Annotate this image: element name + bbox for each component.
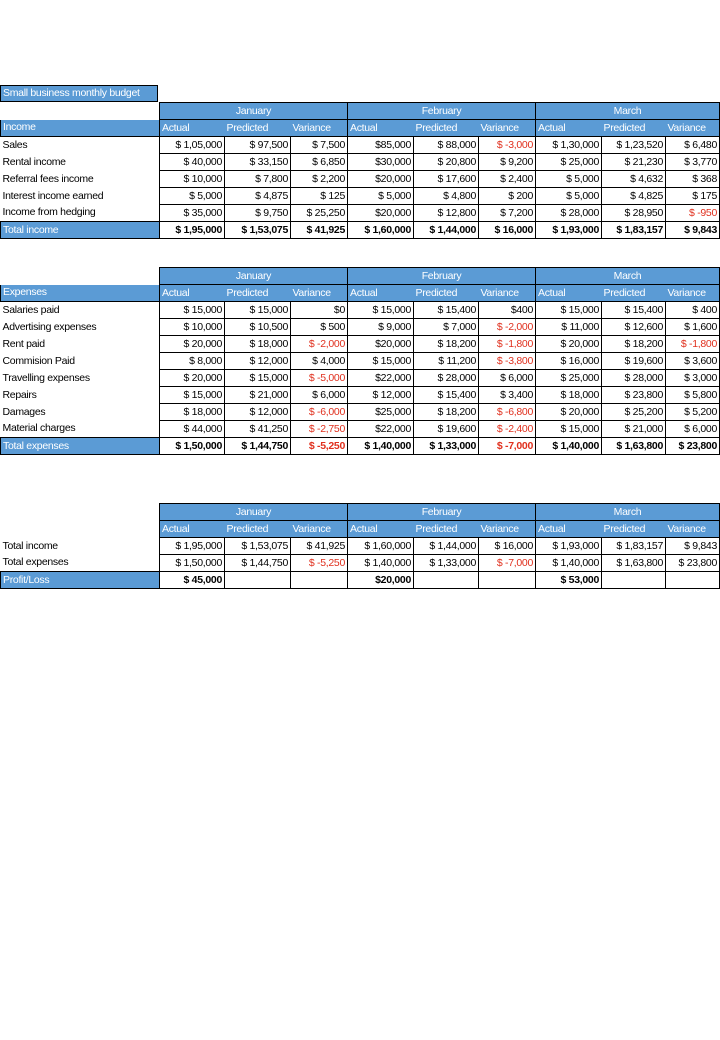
value-cell[interactable]: $ 4,632	[602, 171, 666, 188]
value-cell[interactable]: $ 16,000	[479, 222, 536, 239]
value-cell[interactable]: $ 1,23,520	[602, 137, 666, 154]
value-cell[interactable]: $25,000	[348, 404, 414, 421]
value-cell[interactable]: $ -2,750	[291, 421, 348, 438]
value-cell[interactable]: $ 3,770	[666, 154, 720, 171]
value-cell[interactable]: $ 1,44,000	[414, 222, 479, 239]
value-cell[interactable]: $ -2,000	[291, 336, 348, 353]
subheader-predicted[interactable]: Predicted	[225, 285, 291, 302]
value-cell[interactable]	[602, 572, 666, 589]
value-cell[interactable]: $20,000	[348, 205, 414, 222]
value-cell[interactable]: $ 15,000	[160, 387, 225, 404]
month-header-january[interactable]: January	[160, 103, 348, 120]
subheader-row	[1, 120, 720, 137]
subheader-predicted[interactable]: Predicted	[602, 120, 666, 137]
value-cell[interactable]: $ 200	[479, 188, 536, 205]
subheader-actual[interactable]: Actual	[160, 120, 225, 137]
value-cell[interactable]: $ 9,843	[666, 222, 720, 239]
month-header-january[interactable]: January	[160, 504, 348, 521]
header-spacer	[1, 268, 160, 285]
value-cell[interactable]: $ -7,000	[479, 555, 536, 572]
month-header-march[interactable]: March	[536, 103, 720, 120]
header-spacer	[1, 521, 160, 538]
value-cell[interactable]: $ 35,000	[160, 205, 225, 222]
month-header-row	[1, 504, 720, 521]
value-cell[interactable]: $ 4,800	[414, 188, 479, 205]
value-cell[interactable]: $ 5,000	[536, 171, 602, 188]
summary-table	[0, 503, 720, 589]
value-cell[interactable]: $ -6,000	[291, 404, 348, 421]
table-row	[1, 370, 720, 387]
row-label[interactable]: Sales	[2, 138, 28, 151]
row-label[interactable]: Travelling expenses	[2, 371, 90, 384]
value-cell[interactable]	[225, 572, 291, 589]
value-cell[interactable]: $ -3,000	[479, 137, 536, 154]
section-header[interactable]: Income	[1, 120, 160, 137]
value-cell[interactable]: $ 9,750	[225, 205, 291, 222]
value-cell[interactable]: $ 1,93,000	[536, 538, 602, 555]
subheader-variance[interactable]: Variance	[666, 120, 720, 137]
month-header-january[interactable]: January	[160, 268, 348, 285]
value-cell[interactable]: $ 1,33,000	[414, 438, 479, 455]
row-label[interactable]: Interest income earned	[2, 189, 104, 202]
value-cell[interactable]: $ 6,850	[291, 154, 348, 171]
value-cell[interactable]: $ 1,53,075	[225, 222, 291, 239]
table-row	[1, 538, 720, 555]
value-cell[interactable]: $ 1,33,000	[414, 555, 479, 572]
value-cell[interactable]: $ 1,53,075	[225, 538, 291, 555]
value-cell[interactable]: $ 41,250	[225, 421, 291, 438]
table-row	[1, 205, 720, 222]
value-cell[interactable]: $ 16,000	[536, 353, 602, 370]
row-label[interactable]: Income from hedging	[2, 206, 96, 219]
value-cell[interactable]: $ 28,000	[414, 370, 479, 387]
header-spacer	[1, 103, 160, 120]
value-cell[interactable]: $22,000	[348, 370, 414, 387]
row-label[interactable]: Salaries paid	[2, 303, 60, 316]
value-cell[interactable]: $ 1,44,750	[225, 438, 291, 455]
value-cell[interactable]: $ 88,000	[414, 137, 479, 154]
value-cell[interactable]: $ 1,40,000	[348, 438, 414, 455]
row-label[interactable]: Damages	[2, 405, 46, 418]
month-header-february[interactable]: February	[348, 268, 536, 285]
value-cell[interactable]: $ 10,000	[160, 319, 225, 336]
value-cell[interactable]: $ 18,000	[536, 387, 602, 404]
value-cell[interactable]: $ 6,000	[291, 387, 348, 404]
value-cell[interactable]: $ 15,000	[160, 302, 225, 319]
value-cell[interactable]: $ 1,93,000	[536, 222, 602, 239]
row-label[interactable]: Total income	[2, 539, 58, 552]
value-cell[interactable]: $ 9,000	[348, 319, 414, 336]
value-cell[interactable]: $ 15,400	[414, 387, 479, 404]
value-cell[interactable]: $ 15,000	[348, 302, 414, 319]
value-cell[interactable]: $20,000	[348, 336, 414, 353]
subheader-actual[interactable]: Actual	[348, 285, 414, 302]
table-row	[1, 336, 720, 353]
value-cell[interactable]: $ 1,40,000	[536, 555, 602, 572]
value-cell[interactable]: $ 12,000	[225, 404, 291, 421]
table-row	[1, 171, 720, 188]
value-cell[interactable]: $ 5,000	[536, 188, 602, 205]
value-cell[interactable]: $ 20,000	[536, 404, 602, 421]
value-cell[interactable]: $ 18,200	[602, 336, 666, 353]
subheader-actual[interactable]: Actual	[348, 521, 414, 538]
value-cell[interactable]: $ 4,875	[225, 188, 291, 205]
table-row	[1, 555, 720, 572]
subheader-row	[1, 285, 720, 302]
value-cell[interactable]: $ 18,000	[225, 336, 291, 353]
value-cell[interactable]: $ 12,800	[414, 205, 479, 222]
subheader-predicted[interactable]: Predicted	[602, 285, 666, 302]
value-cell[interactable]: $ 20,800	[414, 154, 479, 171]
value-cell[interactable]: $ 18,200	[414, 336, 479, 353]
subheader-variance[interactable]: Variance	[479, 521, 536, 538]
value-cell[interactable]: $ 44,000	[160, 421, 225, 438]
value-cell[interactable]: $ 18,200	[414, 404, 479, 421]
value-cell[interactable]: $ -5,000	[291, 370, 348, 387]
table-row	[1, 353, 720, 370]
value-cell[interactable]: $ 41,925	[291, 222, 348, 239]
value-cell[interactable]: $ 1,05,000	[160, 137, 225, 154]
value-cell[interactable]: $ 500	[291, 319, 348, 336]
header-spacer	[1, 504, 160, 521]
value-cell[interactable]: $ 6,000	[479, 370, 536, 387]
subheader-actual[interactable]: Actual	[536, 521, 602, 538]
value-cell[interactable]: $ 19,600	[602, 353, 666, 370]
value-cell[interactable]: $ 7,000	[414, 319, 479, 336]
subheader-variance[interactable]: Variance	[479, 120, 536, 137]
subheader-variance[interactable]: Variance	[666, 285, 720, 302]
table-row	[1, 188, 720, 205]
value-cell[interactable]: $ -5,250	[291, 438, 348, 455]
row-label[interactable]: Material charges	[2, 422, 76, 435]
value-cell[interactable]: $ 6,480	[666, 137, 720, 154]
value-cell[interactable]: $ 15,000	[225, 302, 291, 319]
value-cell[interactable]: $ 7,500	[291, 137, 348, 154]
value-cell[interactable]: $ 15,000	[348, 353, 414, 370]
value-cell[interactable]: $30,000	[348, 154, 414, 171]
value-cell[interactable]: $ 1,600	[666, 319, 720, 336]
value-cell[interactable]: $ 1,60,000	[348, 222, 414, 239]
table-row	[1, 302, 720, 319]
value-cell[interactable]: $ 21,230	[602, 154, 666, 171]
section-header[interactable]: Expenses	[1, 285, 160, 302]
value-cell[interactable]: $ 15,000	[536, 421, 602, 438]
value-cell[interactable]: $ 12,000	[225, 353, 291, 370]
subheader-predicted[interactable]: Predicted	[602, 521, 666, 538]
total-row	[1, 222, 720, 239]
total-label[interactable]: Total expenses	[1, 438, 160, 455]
value-cell[interactable]: $20,000	[348, 171, 414, 188]
subheader-actual[interactable]: Actual	[536, 120, 602, 137]
value-cell[interactable]: $ 41,925	[291, 538, 348, 555]
row-label[interactable]: Advertising expenses	[2, 320, 97, 333]
value-cell[interactable]: $ 3,000	[666, 370, 720, 387]
subheader-variance[interactable]: Variance	[291, 521, 348, 538]
value-cell[interactable]: $ 5,800	[666, 387, 720, 404]
value-cell[interactable]: $ 21,000	[602, 421, 666, 438]
month-header-february[interactable]: February	[348, 103, 536, 120]
value-cell[interactable]: $ 3,400	[479, 387, 536, 404]
row-label[interactable]: Commision Paid	[2, 354, 75, 367]
row-label[interactable]: Total expenses	[2, 556, 69, 569]
value-cell[interactable]: $ 7,800	[225, 171, 291, 188]
value-cell[interactable]: $ 368	[666, 171, 720, 188]
value-cell[interactable]: $ -3,800	[479, 353, 536, 370]
value-cell[interactable]: $ -2,400	[479, 421, 536, 438]
value-cell[interactable]: $ 10,000	[160, 171, 225, 188]
value-cell[interactable]: $ 23,800	[666, 438, 720, 455]
value-cell[interactable]: $ 2,200	[291, 171, 348, 188]
value-cell[interactable]: $ 125	[291, 188, 348, 205]
subheader-predicted[interactable]: Predicted	[414, 285, 479, 302]
value-cell[interactable]: $ 23,800	[602, 387, 666, 404]
value-cell[interactable]: $ 16,000	[479, 538, 536, 555]
value-cell[interactable]	[666, 572, 720, 589]
value-cell[interactable]: $ 12,600	[602, 319, 666, 336]
subheader-variance[interactable]: Variance	[291, 120, 348, 137]
value-cell[interactable]	[479, 572, 536, 589]
value-cell[interactable]: $ 1,63,800	[602, 438, 666, 455]
value-cell[interactable]: $ 8,000	[160, 353, 225, 370]
month-header-march[interactable]: March	[536, 268, 720, 285]
subheader-predicted[interactable]: Predicted	[225, 521, 291, 538]
month-header-row	[1, 103, 720, 120]
value-cell[interactable]: $ 20,000	[160, 336, 225, 353]
subheader-variance[interactable]: Variance	[479, 285, 536, 302]
expenses-table	[0, 267, 720, 455]
value-cell[interactable]: $ 1,95,000	[160, 222, 225, 239]
subheader-predicted[interactable]: Predicted	[225, 120, 291, 137]
value-cell[interactable]: $ 23,800	[666, 555, 720, 572]
value-cell[interactable]: $ 7,200	[479, 205, 536, 222]
value-cell[interactable]: $ 2,400	[479, 171, 536, 188]
value-cell[interactable]: $ 1,40,000	[536, 438, 602, 455]
value-cell[interactable]: $ 15,000	[225, 370, 291, 387]
value-cell[interactable]: $ 6,000	[666, 421, 720, 438]
value-cell[interactable]: $ 15,000	[536, 302, 602, 319]
value-cell[interactable]: $22,000	[348, 421, 414, 438]
value-cell[interactable]: $ 40,000	[160, 154, 225, 171]
subheader-variance[interactable]: Variance	[291, 285, 348, 302]
value-cell[interactable]: $ -1,800	[666, 336, 720, 353]
value-cell[interactable]: $ -950	[666, 205, 720, 222]
month-header-march[interactable]: March	[536, 504, 720, 521]
value-cell[interactable]: $ 97,500	[225, 137, 291, 154]
value-cell[interactable]: $ 28,950	[602, 205, 666, 222]
value-cell[interactable]: $ 5,000	[348, 188, 414, 205]
value-cell[interactable]: $ -7,000	[479, 438, 536, 455]
value-cell[interactable]: $ 20,000	[160, 370, 225, 387]
value-cell[interactable]: $ -6,800	[479, 404, 536, 421]
value-cell[interactable]: $ 4,825	[602, 188, 666, 205]
row-label[interactable]: Rent paid	[2, 337, 45, 350]
value-cell[interactable]: $ 21,000	[225, 387, 291, 404]
sheet-title[interactable]: Small business monthly budget	[0, 85, 158, 102]
value-cell[interactable]: $400	[479, 302, 536, 319]
value-cell[interactable]: $ -2,000	[479, 319, 536, 336]
subheader-actual[interactable]: Actual	[160, 521, 225, 538]
subheader-row	[1, 521, 720, 538]
month-header-february[interactable]: February	[348, 504, 536, 521]
value-cell[interactable]: $20,000	[348, 572, 414, 589]
value-cell[interactable]: $ 1,44,000	[414, 538, 479, 555]
value-cell[interactable]: $ 53,000	[536, 572, 602, 589]
table-row	[1, 387, 720, 404]
table-row	[1, 421, 720, 438]
value-cell[interactable]: $ 1,60,000	[348, 538, 414, 555]
income-table	[0, 102, 720, 239]
table-row	[1, 404, 720, 421]
value-cell[interactable]	[414, 572, 479, 589]
value-cell[interactable]: $ 400	[666, 302, 720, 319]
value-cell[interactable]: $ 25,000	[536, 370, 602, 387]
value-cell[interactable]: $ 1,30,000	[536, 137, 602, 154]
value-cell[interactable]: $ 17,600	[414, 171, 479, 188]
value-cell[interactable]: $ 11,200	[414, 353, 479, 370]
total-row	[1, 572, 720, 589]
total-row	[1, 438, 720, 455]
value-cell[interactable]: $ 15,400	[602, 302, 666, 319]
value-cell[interactable]: $ 9,200	[479, 154, 536, 171]
table-row	[1, 319, 720, 336]
value-cell[interactable]: $ 11,000	[536, 319, 602, 336]
value-cell[interactable]: $ 25,250	[291, 205, 348, 222]
value-cell[interactable]: $85,000	[348, 137, 414, 154]
subheader-actual[interactable]: Actual	[160, 285, 225, 302]
subheader-variance[interactable]: Variance	[666, 521, 720, 538]
value-cell[interactable]: $ 1,83,157	[602, 222, 666, 239]
value-cell[interactable]: $ 5,000	[160, 188, 225, 205]
value-cell[interactable]: $ -5,250	[291, 555, 348, 572]
value-cell[interactable]: $ 1,50,000	[160, 555, 225, 572]
total-label[interactable]: Profit/Loss	[1, 572, 160, 589]
value-cell[interactable]: $ -1,800	[479, 336, 536, 353]
value-cell[interactable]: $ 25,200	[602, 404, 666, 421]
subheader-actual[interactable]: Actual	[348, 120, 414, 137]
value-cell[interactable]: $ 10,500	[225, 319, 291, 336]
row-label[interactable]: Referral fees income	[2, 172, 94, 185]
month-header-row	[1, 268, 720, 285]
subheader-predicted[interactable]: Predicted	[414, 120, 479, 137]
value-cell[interactable]: $ 1,40,000	[348, 555, 414, 572]
value-cell[interactable]: $ 15,400	[414, 302, 479, 319]
value-cell[interactable]: $ 20,000	[536, 336, 602, 353]
value-cell[interactable]: $ 33,150	[225, 154, 291, 171]
table-row	[1, 137, 720, 154]
value-cell[interactable]: $ 5,200	[666, 404, 720, 421]
value-cell[interactable]: $ 19,600	[414, 421, 479, 438]
value-cell[interactable]: $ 1,83,157	[602, 538, 666, 555]
value-cell[interactable]: $ 4,000	[291, 353, 348, 370]
subheader-predicted[interactable]: Predicted	[414, 521, 479, 538]
total-label[interactable]: Total income	[1, 222, 160, 239]
value-cell[interactable]: $ 1,95,000	[160, 538, 225, 555]
value-cell[interactable]: $ 1,50,000	[160, 438, 225, 455]
value-cell[interactable]: $0	[291, 302, 348, 319]
value-cell[interactable]: $ 9,843	[666, 538, 720, 555]
table-row	[1, 154, 720, 171]
row-label[interactable]: Repairs	[2, 388, 37, 401]
value-cell[interactable]: $ 1,44,750	[225, 555, 291, 572]
value-cell[interactable]: $ 45,000	[160, 572, 225, 589]
value-cell[interactable]: $ 1,63,800	[602, 555, 666, 572]
value-cell[interactable]: $ 28,000	[536, 205, 602, 222]
value-cell[interactable]: $ 18,000	[160, 404, 225, 421]
value-cell[interactable]: $ 175	[666, 188, 720, 205]
value-cell[interactable]: $ 25,000	[536, 154, 602, 171]
value-cell[interactable]: $ 28,000	[602, 370, 666, 387]
value-cell[interactable]: $ 12,000	[348, 387, 414, 404]
row-label[interactable]: Rental income	[2, 155, 66, 168]
value-cell[interactable]	[291, 572, 348, 589]
value-cell[interactable]: $ 3,600	[666, 353, 720, 370]
subheader-actual[interactable]: Actual	[536, 285, 602, 302]
